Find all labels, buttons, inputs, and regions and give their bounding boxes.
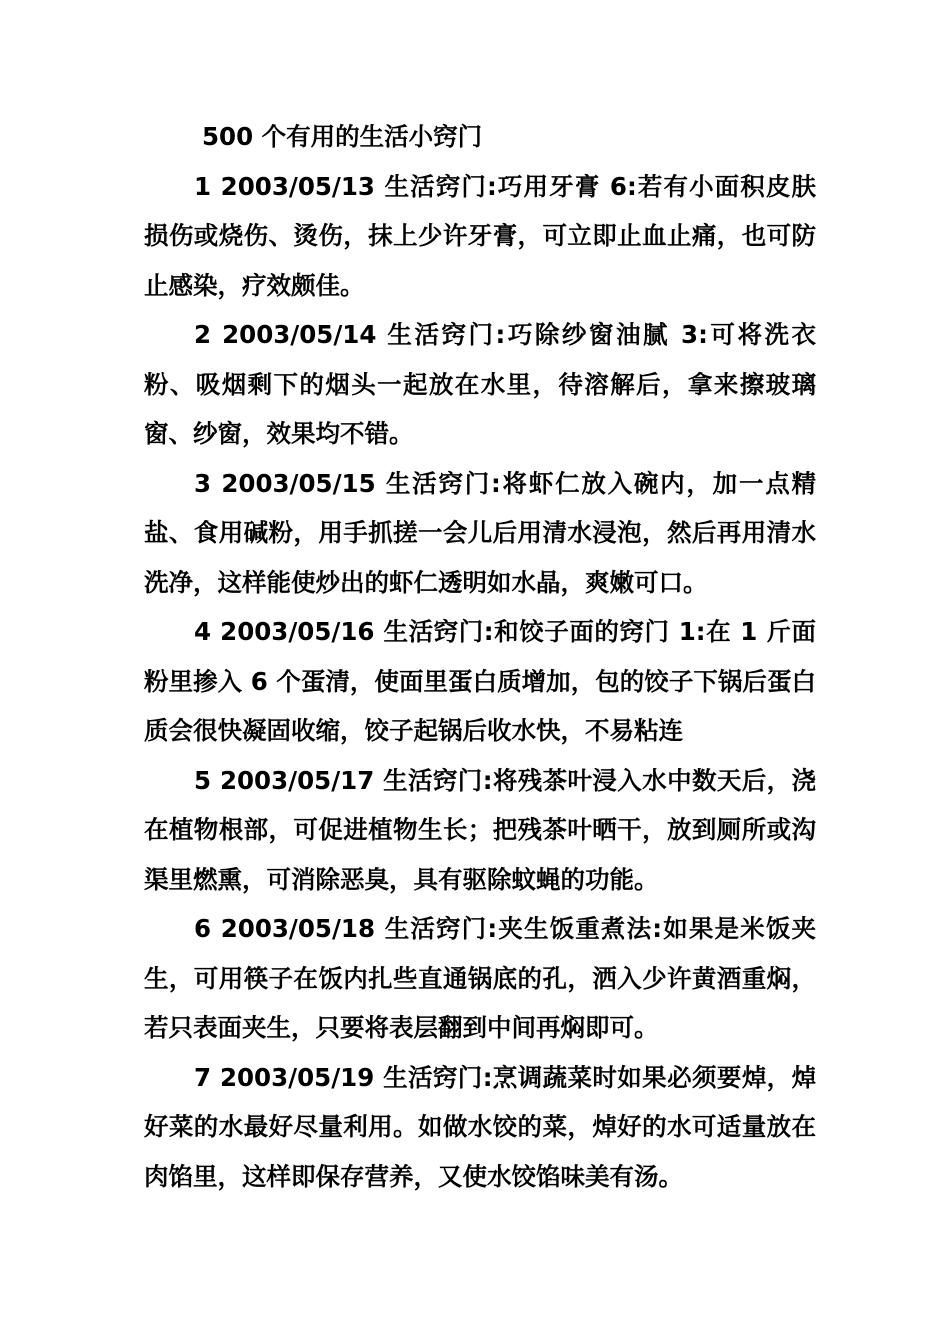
tip-paragraph-6: 6 2003/05/18 生活窍门:夹生饭重煮法:如果是米饭夹生，可用筷子在饭内扎些直通锅底的孔，洒入少许黄酒重焖，若只表面夹生，只要将表层翻到中间再焖即可。: [144, 914, 816, 1042]
tip-paragraph-4: 4 2003/05/16 生活窍门:和饺子面的窍门 1:在 1 斤面粉里掺入 6 个蛋清，使面里蛋白质增加，包的饺子下锅后蛋白质会很快凝固收缩，饺子起锅后收水快，不易粘连: [144, 617, 816, 745]
document-title: 500 个有用的生活小窍门: [202, 122, 483, 151]
tip-paragraph-1: 1 2003/05/13 生活窍门:巧用牙膏 6:若有小面积皮肤损伤或烧伤、烫伤，抹上少许牙膏，可立即止血止痛，也可防止感染，疗效颇佳。: [144, 171, 816, 300]
tip-paragraph-3: 3 2003/05/15 生活窍门:将虾仁放入碗内，加一点精盐、食用碱粉，用手抓搓一会儿后用清水浸泡，然后再用清水洗净，这样能使炒出的虾仁透明如水晶，爽嫩可口。: [144, 468, 816, 597]
document-body: [144, 112, 816, 1201]
tip-paragraph-2: 2 2003/05/14 生活窍门:巧除纱窗油腻 3:可将洗衣粉、吸烟剩下的烟头一起放在水里，待溶解后，拿来擦玻璃窗、纱窗，效果均不错。: [144, 320, 816, 448]
tip-paragraph-7: 7 2003/05/19 生活窍门:烹调蔬菜时如果必须要焯，焯好菜的水最好尽量利用。如做水饺的菜，焯好的水可适量放在肉馅里，这样即保存营养，又使水饺馅味美有汤。: [144, 1062, 816, 1191]
tip-paragraph-5: 5 2003/05/17 生活窍门:将残茶叶浸入水中数天后，浇在植物根部，可促进植物生长；把残茶叶晒干，放到厕所或沟渠里燃熏，可消除恶臭，具有驱除蚊蝇的功能。: [144, 765, 816, 894]
